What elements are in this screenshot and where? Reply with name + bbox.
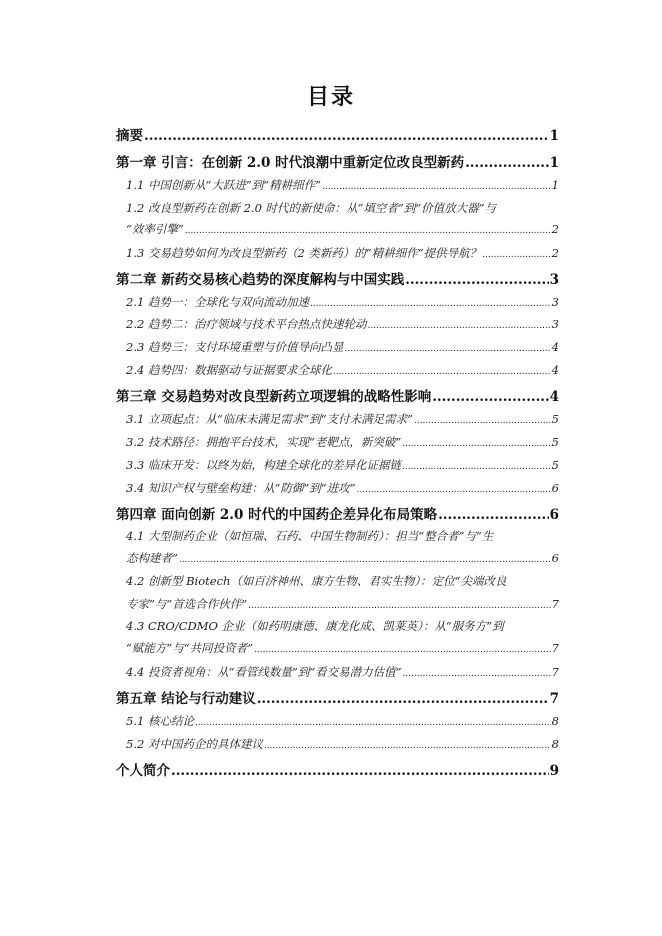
toc-entry-text: 2.1 趋势一：全球化与双向流动加速 <box>126 295 309 309</box>
toc-entry-page: 7 <box>551 665 559 679</box>
toc-entry-1-3[interactable] <box>126 245 559 261</box>
toc-leader-dots <box>254 645 551 655</box>
toc-leader-dots <box>367 321 550 331</box>
toc-entry-3-4[interactable] <box>126 480 559 496</box>
toc-entry-page: 1 <box>549 128 559 144</box>
toc-entry-text: 第五章 结论与行动建议 <box>116 691 256 707</box>
toc-entry-1-1[interactable] <box>126 177 559 193</box>
toc-entry-1-2[interactable] <box>126 200 559 216</box>
toc-entry-text: “赋能方”与“共同投资者” <box>126 641 254 655</box>
toc-leader-dots <box>171 763 549 779</box>
toc-entry-3-3[interactable] <box>126 457 559 473</box>
toc-leader-dots <box>465 155 549 171</box>
toc-entry-page: 1 <box>551 178 559 192</box>
toc-entry-3-1[interactable] <box>126 411 559 427</box>
toc-entry-5-1[interactable] <box>126 713 559 729</box>
toc-leader-dots <box>482 250 551 260</box>
toc-entry-text: 2.2 趋势二：治疗领域与技术平台热点快速轮动 <box>126 317 367 331</box>
toc-entry-text: 专家”与“首选合作伙伴” <box>126 597 248 611</box>
toc-entry-4-1-cont[interactable] <box>126 550 559 566</box>
toc-entry-text: 第三章 交易趋势对改良型新药立项逻辑的战略性影响 <box>116 389 432 405</box>
toc-entry-text: 5.1 核心结论 <box>126 714 194 728</box>
toc-leader-dots <box>310 299 551 309</box>
toc-entry-2-4[interactable] <box>126 362 559 378</box>
toc-leader-dots <box>322 182 551 192</box>
toc-entry-4-3-cont[interactable] <box>126 640 559 656</box>
toc-leader-dots <box>257 691 549 707</box>
toc-entry-text: 3.3 临床开发：以终为始，构建全球化的差异化证据链 <box>126 458 401 472</box>
toc-leader-dots <box>144 128 549 144</box>
toc-entry-4-2[interactable] <box>126 573 559 589</box>
toc-entry-abstract[interactable] <box>116 124 559 144</box>
toc-entry-page: 3 <box>551 295 559 309</box>
toc-leader-dots <box>195 718 551 728</box>
toc-entry-page: 4 <box>551 340 559 354</box>
toc-entry-page: 6 <box>549 507 559 523</box>
toc-entry-text: 第四章 面向创新 2.0 时代的中国药企差异化布局策略 <box>116 507 438 523</box>
toc-entry-text: 3.1 立项起点：从“临床未满足需求”到“支付未满足需求” <box>126 412 413 426</box>
toc-entry-text: 第二章 新药交易核心趋势的深度解构与中国实践 <box>116 272 405 288</box>
toc-entry-3-2[interactable] <box>126 434 559 450</box>
toc-entry-2-2[interactable] <box>126 316 559 332</box>
toc-entry-text: 4.1 大型制药企业（如恒瑞、石药、中国生物制药）：担当“整合者”与“生 <box>126 529 494 543</box>
toc-entry-chapter-2[interactable] <box>116 268 559 288</box>
toc-entry-page: 8 <box>551 737 559 751</box>
toc-leader-dots <box>356 485 550 495</box>
toc-entry-page: 2 <box>551 246 559 260</box>
toc-entry-2-1[interactable] <box>126 294 559 310</box>
toc-entry-text: 摘要 <box>116 128 143 144</box>
toc-leader-dots <box>402 669 550 679</box>
toc-leader-dots <box>414 416 551 426</box>
toc-entry-chapter-1[interactable] <box>116 151 559 171</box>
toc-entry-page: 4 <box>551 363 559 377</box>
toc-entry-page: 8 <box>551 714 559 728</box>
toc-leader-dots <box>402 439 550 449</box>
toc-entry-text: 1.3 交易趋势如何为改良型新药（2 类新药）的“精耕细作”提供导航？ <box>126 246 482 260</box>
toc-leader-dots <box>179 555 551 565</box>
toc-entry-text: 4.2 创新型 Biotech（如百济神州、康方生物、君实生物）：定位“尖端改良 <box>126 574 507 588</box>
toc-entry-page: 5 <box>551 435 559 449</box>
toc-leader-dots <box>405 272 548 288</box>
toc-entry-page: 7 <box>551 641 559 655</box>
toc-entry-text: 4.4 投资者视角：从“看管线数量”到“看交易潜力估值” <box>126 665 402 679</box>
toc-entry-text: 第一章 引言：在创新 2.0 时代浪潮中重新定位改良型新药 <box>116 155 465 171</box>
toc-entry-text: 个人简介 <box>116 763 170 779</box>
toc-entry-page: 3 <box>551 317 559 331</box>
toc-entry-5-2[interactable] <box>126 736 559 752</box>
toc-leader-dots <box>432 389 548 405</box>
toc-entry-text: 3.4 知识产权与壁垒构建：从“防御”到“进攻” <box>126 481 356 495</box>
toc-entry-text: “效率引擎” <box>126 222 184 236</box>
toc-entry-page: 1 <box>549 155 559 171</box>
toc-entry-text: 1.1 中国创新从“大跃进”到“精耕细作” <box>126 178 321 192</box>
toc-entry-text: 2.4 趋势四：数据驱动与证据要求全球化 <box>126 363 332 377</box>
toc-entry-page: 3 <box>549 272 559 288</box>
toc-entry-page: 6 <box>551 481 559 495</box>
toc-entry-page: 5 <box>551 412 559 426</box>
toc-leader-dots <box>438 507 549 523</box>
toc-entry-4-3[interactable] <box>126 618 559 634</box>
toc-leader-dots <box>402 462 551 472</box>
toc-entry-page: 9 <box>549 763 559 779</box>
toc-leader-dots <box>264 741 551 751</box>
toc-entry-chapter-5[interactable] <box>116 687 559 707</box>
toc-entry-text: 3.2 技术路径：拥抱平台技术，实现“老靶点，新突破” <box>126 435 402 449</box>
toc-entry-text: 2.3 趋势三：支付环境重塑与价值导向凸显 <box>126 340 344 354</box>
toc-entry-4-4[interactable] <box>126 664 559 680</box>
toc-leader-dots <box>344 344 550 354</box>
toc-leader-dots <box>185 226 551 236</box>
toc-entry-chapter-4[interactable] <box>116 503 559 523</box>
toc-entry-text: 4.3 CRO/CDMO 企业（如药明康德、康龙化成、凯莱英）：从“服务方”到 <box>126 619 504 633</box>
toc-entry-chapter-3[interactable] <box>116 385 559 405</box>
toc-entry-page: 5 <box>551 458 559 472</box>
toc-entry-4-1[interactable] <box>126 528 559 544</box>
toc-entry-text: 态构建者” <box>126 551 178 565</box>
toc-entry-1-2-cont[interactable] <box>126 221 559 237</box>
toc-entry-4-2-cont[interactable] <box>126 596 559 612</box>
toc-title: 目录 <box>306 84 355 110</box>
toc-entry-text: 5.2 对中国药企的具体建议 <box>126 737 263 751</box>
toc-entry-bio[interactable] <box>116 759 559 779</box>
toc-entry-2-3[interactable] <box>126 339 559 355</box>
toc-entry-text: 1.2 改良型新药在创新 2.0 时代的新使命：从“填空者”到“价值放大器”与 <box>126 201 497 215</box>
toc-entry-page: 2 <box>551 222 559 236</box>
toc-leader-dots <box>333 367 551 377</box>
toc-entry-page: 7 <box>549 691 559 707</box>
toc-leader-dots <box>248 601 551 611</box>
toc-entry-page: 6 <box>551 551 559 565</box>
toc-entry-page: 7 <box>551 597 559 611</box>
toc-entry-page: 4 <box>549 389 559 405</box>
